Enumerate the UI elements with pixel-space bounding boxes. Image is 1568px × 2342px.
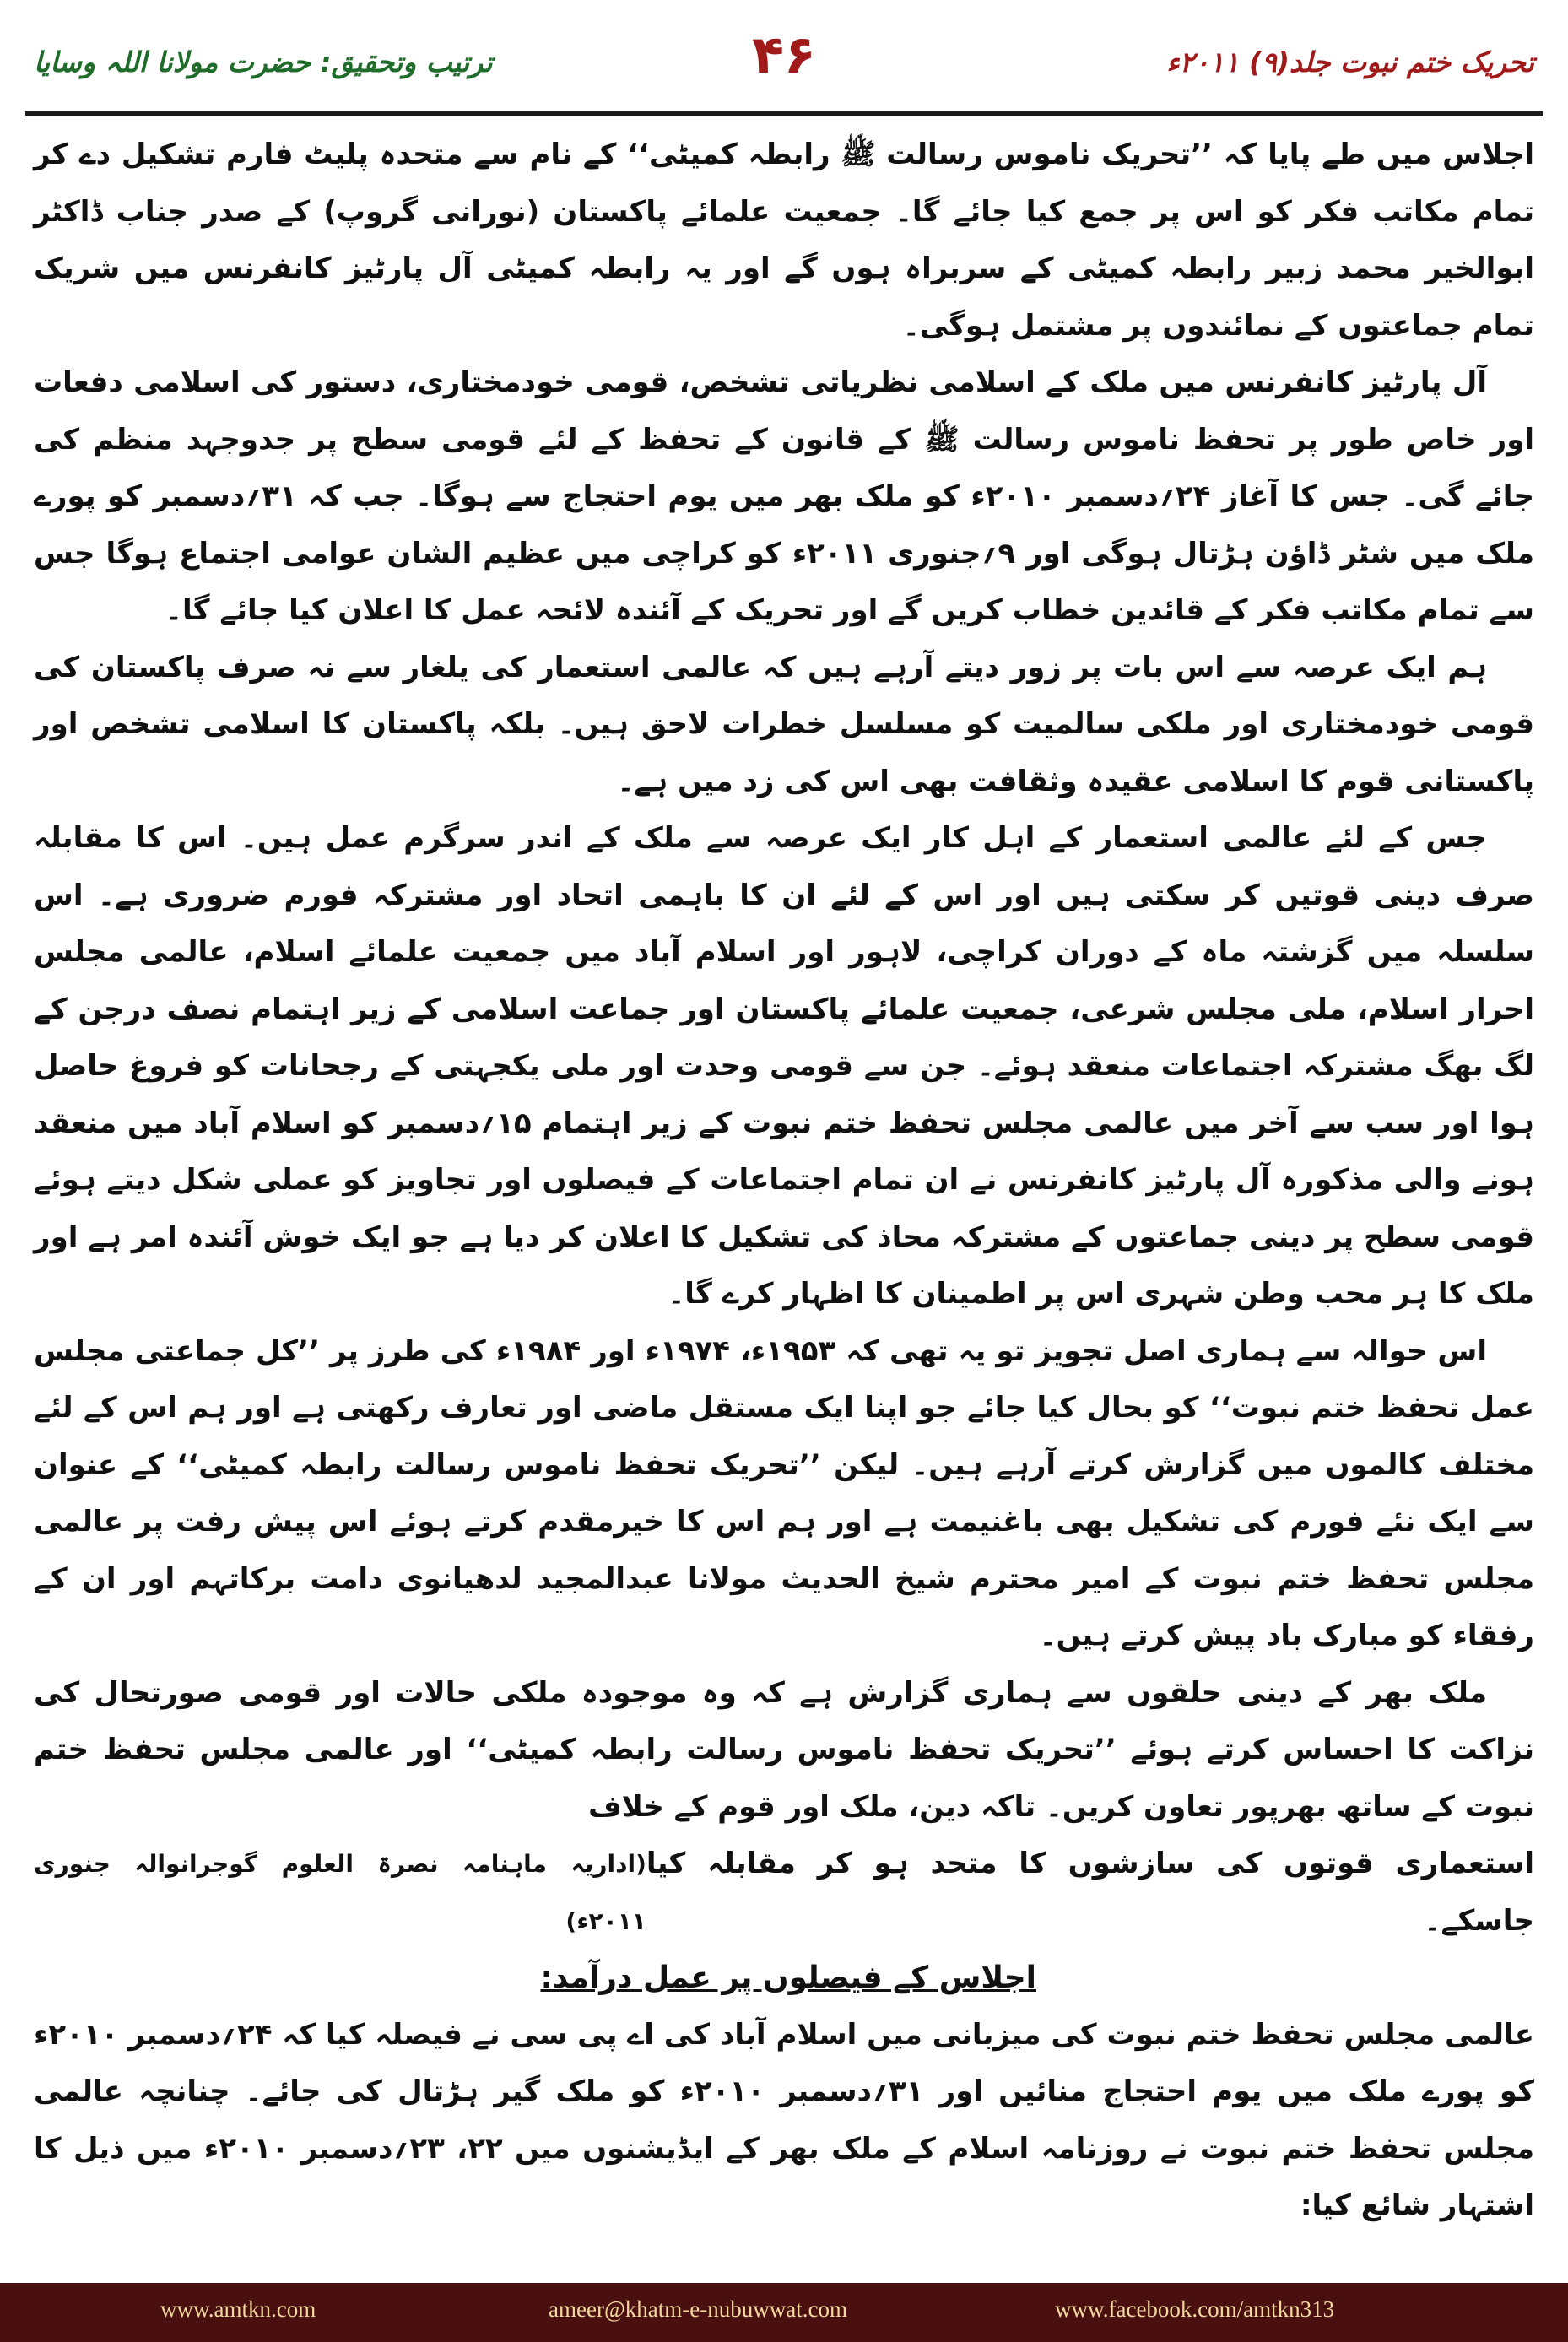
section-paragraph: عالمی مجلس تحفظ ختم نبوت کی میزبانی میں اسلام آباد کی اے پی سی نے فیصلہ کیا کہ ۲۴؍دسمبر ۲۰۱۰ء کو پورے ملک میں یوم احتجاج منائیں اور ۳۱؍دسمبر ۲۰۱۰ء کو ملک گیر ہڑتال کی جائے۔ چنانچہ عالمی مجلس تحفظ ختم نبوت نے روزنامہ اسلام کے ملک بھر کے ایڈیشنوں میں ۲۲، ۲۳؍دسمبر ۲۰۱۰ء میں ذیل کا اشتہار شائع کیا:	[34, 2017, 1535, 2222]
paragraph-1: اجلاس میں طے پایا کہ ’’تحریک ناموس رسالت ﷺ رابطہ کمیٹی‘‘ کے نام سے متحدہ پلیٹ فارم تشکیل دے کر تمام مکاتب فکر کو اس پر جمع کیا جائے گا۔ جمعیت علمائے پاکستان (نورانی گروپ) کے صدر جناب ڈاکٹر ابوالخیر محمد زبیر رابطہ کمیٹی کے سربراہ ہوں گے اور یہ رابطہ کمیٹی آل پارٹیز کانفرنس میں شریک تمام جماعتوں کے نمائندوں پر مشتمل ہوگی۔	[34, 138, 1534, 343]
paragraph-5: اس حوالہ سے ہماری اصل تجویز تو یہ تھی کہ ۱۹۵۳ء، ۱۹۷۴ء اور ۱۹۸۴ء کی طرز پر ’’کل جماعتی مجلس عمل تحفظ ختم نبوت‘‘ کو بحال کیا جائے جو اپنا ایک مستقل ماضی اور تعارف رکھتی ہے اور ہم اس کے لئے مختلف کالموں میں گزارش کرتے آرہے ہیں۔ لیکن ’’تحریک تحفظ ناموس رسالت رابطہ کمیٹی‘‘ کے عنوان سے ایک نئے فورم کی تشکیل بھی باغنیمت ہے اور ہم اس کا خیرمقدم کرتے ہوئے اس پیش رفت پر عالمی مجلس تحفظ ختم نبوت کے امیر محترم شیخ الحدیث مولانا عبدالمجید لدھیانوی دامت برکاتہم اور ان کے رفقاء کو مبارک باد پیش کرتے ہیں۔	[34, 1333, 1534, 1652]
closing-line	[34, 1836, 1534, 1950]
book-title: تحریک ختم نبوت جلد(۹) ۲۰۱۱ء	[1166, 46, 1534, 78]
closing-text: استعماری قوتوں کی سازشوں کا متحد ہو کر مقابلہ کیا جاسکے۔	[646, 1847, 1534, 1938]
page-footer	[0, 2283, 1568, 2342]
compiler-credit: ترتیب وتحقیق: حضرت مولانا اللہ وسایا	[34, 46, 493, 78]
paragraph-6: ملک بھر کے دینی حلقوں سے ہماری گزارش ہے کہ وہ موجودہ ملکی حالات اور قومی صورتحال کی نزاکت کا احساس کرتے ہوئے ’’تحریک تحفظ ناموس رسالت رابطہ کمیٹی‘‘ اور عالمی مجلس تحفظ ختم نبوت کے ساتھ بھرپور تعاون کریں۔ تاکہ دین، ملک اور قوم کے خلاف	[34, 1675, 1534, 1824]
page-header	[25, 17, 1543, 110]
source-citation: (اداریہ ماہنامہ نصرۃ العلوم گوجرانوالہ جنوری ۲۰۱۱ء)	[34, 1850, 646, 1935]
email-link[interactable]: ameer@khatm-e-nubuwwat.com	[549, 2296, 847, 2322]
paragraph-2: آل پارٹیز کانفرنس میں ملک کے اسلامی نظریاتی تشخص، قومی خودمختاری، دستور کی اسلامی دفعات اور خاص طور پر تحفظ ناموس رسالت ﷺ کے قانون کے تحفظ کے لئے قومی سطح پر جدوجہد منظم کی جائے گی۔ جس کا آغاز ۲۴؍دسمبر ۲۰۱۰ء کو ملک بھر میں یوم احتجاج سے ہوگا۔ جب کہ ۳۱؍دسمبر کو پورے ملک میں شٹر ڈاؤن ہڑتال ہوگی اور ۹؍جنوری ۲۰۱۱ء کو کراچی میں عظیم الشان عوامی اجتماع ہوگا جس سے تمام مکاتب فکر کے قائدین خطاب کریں گے اور تحریک کے آئندہ لائحہ عمل کا اعلان کیا جائے گا۔	[34, 365, 1535, 627]
paragraph-3: ہم ایک عرصہ سے اس بات پر زور دیتے آرہے ہیں کہ عالمی استعمار کی یلغار سے نہ صرف پاکستان کی قومی خودمختاری اور ملکی سالمیت کو مسلسل خطرات لاحق ہیں۔ بلکہ پاکستان کا اسلامی تشخص اور پاکستانی قوم کا اسلامی عقیدہ وثقافت بھی اس کی زد میں ہے۔	[34, 650, 1534, 798]
facebook-link[interactable]: www.facebook.com/amtkn313	[1055, 2296, 1335, 2322]
header-divider	[25, 111, 1543, 116]
section-heading: اجلاس کے فیصلوں پر عمل درآمد:	[540, 1961, 1036, 1995]
website-link[interactable]: www.amtkn.com	[160, 2296, 316, 2322]
article-body	[34, 127, 1534, 2235]
paragraph-4: جس کے لئے عالمی استعمار کے اہل کار ایک عرصہ سے ملک کے اندر سرگرم عمل ہیں۔ اس کا مقابلہ صرف دینی قوتیں کر سکتی ہیں اور اس کے لئے ان کا باہمی اتحاد اور مشترکہ فورم ضروری ہے۔ اس سلسلہ میں گزشتہ ماہ کے دوران کراچی، لاہور اور اسلام آباد میں جمعیت علمائے اسلام، عالمی مجلس احرار اسلام، ملی مجلس شرعی، جمعیت علمائے پاکستان اور جماعت اسلامی کے زیر اہتمام نصف درجن کے لگ بھگ مشترکہ اجتماعات منعقد ہوئے۔ جن سے قومی وحدت اور ملی یکجہتی کے رجحانات کو فروغ حاصل ہوا اور سب سے آخر میں عالمی مجلس تحفظ ختم نبوت کے زیر اہتمام ۱۵؍دسمبر کو اسلام آباد میں منعقد ہونے والی مذکورہ آل پارٹیز کانفرنس نے ان تمام اجتماعات کے فیصلوں اور تجاویز کو عملی شکل دیتے ہوئے قومی سطح پر دینی جماعتوں کے مشترکہ محاذ کی تشکیل کا اعلان کر دیا ہے جو ایک خوش آئندہ امر ہے اور ملک کا ہر محب وطن شہری اس پر اطمینان کا اظہار کرے گا۔	[34, 821, 1534, 1311]
page-number: ۴۶	[752, 24, 816, 85]
